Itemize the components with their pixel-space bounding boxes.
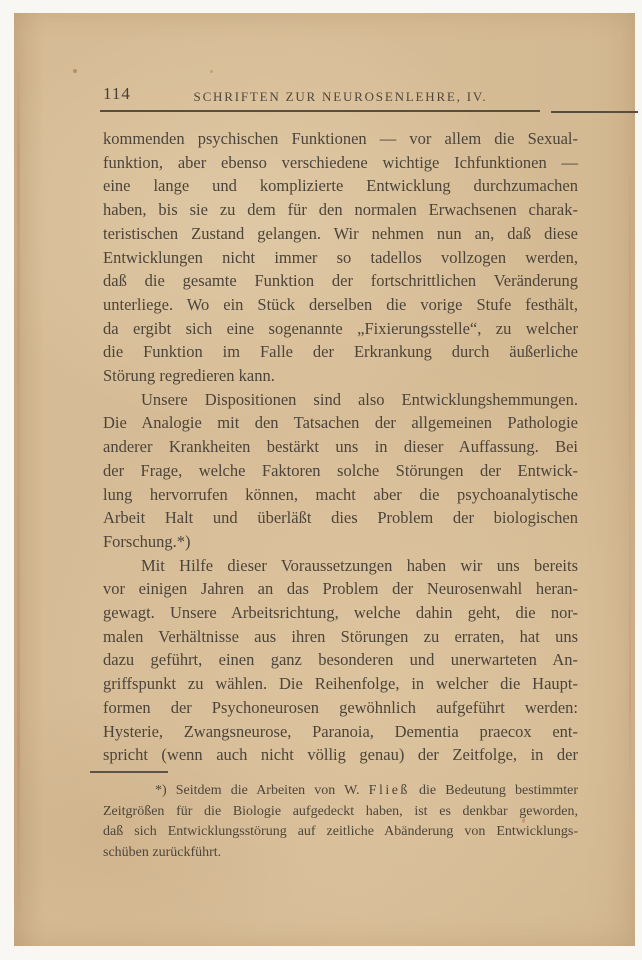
footnote-first-line-rest: die Bedeutung bestimmter — [409, 783, 578, 798]
text-line: gewagt. Unsere Arbeitsrichtung, welche dahin geht, die nor- — [103, 603, 578, 623]
paragraph-end-line-with-footnote-marker: Forschung.*) — [103, 531, 191, 551]
page-number: 114 — [103, 84, 131, 103]
header-rule — [100, 110, 540, 112]
footnote-separator-rule — [90, 771, 168, 773]
text-line: anderer Krankheiten bestärkt uns in dieser Auffassung. Bei — [103, 437, 578, 457]
text-line: griffspunkt zu wählen. Die Reihenfolge, in welcher die Haupt- — [103, 674, 578, 694]
body-text-block — [103, 127, 578, 767]
text-line: haben, bis sie zu dem für den normalen Erwachsenen charak- — [103, 200, 578, 220]
text-line: malen Verhältnisse aus ihren Störungen zu erraten, hat uns — [103, 626, 578, 646]
text-line: Arbeit Halt und überläßt dies Problem der biologischen — [103, 508, 578, 528]
footnote-marker-text: *) Seitdem die Arbeiten von W. — [155, 783, 369, 798]
text-line: teristischen Zustand gelangen. Wir nehmen nun an, daß diese — [103, 223, 578, 243]
footnote-block — [103, 781, 578, 863]
paper-speck — [73, 69, 77, 73]
footnote-last-line: schüben zurückführt. — [103, 844, 222, 860]
text-line: der Frage, welche Faktoren solche Störungen der Entwick- — [103, 460, 578, 480]
text-line: formen der Psychoneurosen gewöhnlich aufgeführt werden: — [103, 697, 578, 717]
scan-streak-right — [629, 153, 631, 793]
text-line: da ergibt sich eine sogenannte „Fixierungsstelle“, zu welcher — [103, 318, 578, 338]
footnote-first-line — [103, 781, 578, 802]
paragraph-end-line: Störung regredieren kann. — [103, 366, 275, 386]
text-line: vor einigen Jahren an das Problem der Neurosenwahl heran- — [103, 579, 578, 599]
text-line: unterliege. Wo ein Stück derselben die vorige Stufe festhält, — [103, 294, 578, 314]
text-line: daß die gesamte Funktion der fortschrittlichen Veränderung — [103, 271, 578, 291]
text-line: Hysterie, Zwangsneurose, Paranoia, Dementia praecox ent- — [103, 721, 578, 741]
text-line: kommenden psychischen Funktionen — vor allem die Sexual- — [103, 129, 578, 148]
paragraph-start-line: Unsere Dispositionen sind also Entwicklungshemmungen. — [141, 389, 578, 409]
footnote-line: daß sich Entwicklungsstörung auf zeitliche Abänderung von Entwicklungs- — [103, 824, 578, 839]
text-line: die Funktion im Falle der Erkrankung durch äußerliche — [103, 342, 578, 362]
text-line: Die Analogie mit den Tatsachen der allgemeinen Pathologie — [103, 413, 578, 433]
paragraph-start-line: Mit Hilfe dieser Voraussetzungen haben wir uns bereits — [141, 555, 578, 575]
paper-speck — [210, 70, 213, 73]
running-header-title: SCHRIFTEN ZUR NEUROSENLEHRE, IV. — [193, 89, 488, 104]
text-line: funktion, aber ebenso verschiedene wichtige Ichfunktionen — — [103, 152, 578, 172]
book-page — [14, 13, 635, 946]
scan-streak-left — [17, 53, 20, 933]
text-line: spricht (wenn auch nicht völlig genau) der Zeitfolge, in der — [103, 745, 578, 765]
text-line: eine lange und komplizierte Entwicklung durchzumachen — [103, 176, 578, 196]
footnote-line: Zeitgrößen für die Biologie aufgedeckt haben, ist es denkbar geworden, — [103, 803, 578, 819]
header-rule-right-segment — [551, 111, 638, 113]
text-line: Entwicklungen nicht immer so tadellos vollzogen werden, — [103, 247, 578, 267]
text-line: lung hervorrufen können, macht aber die psychoanalytische — [103, 484, 578, 504]
text-line: dazu geführt, einen ganz besonderen und unerwarteten An- — [103, 650, 578, 670]
spaced-author-name: Fließ — [368, 783, 410, 798]
